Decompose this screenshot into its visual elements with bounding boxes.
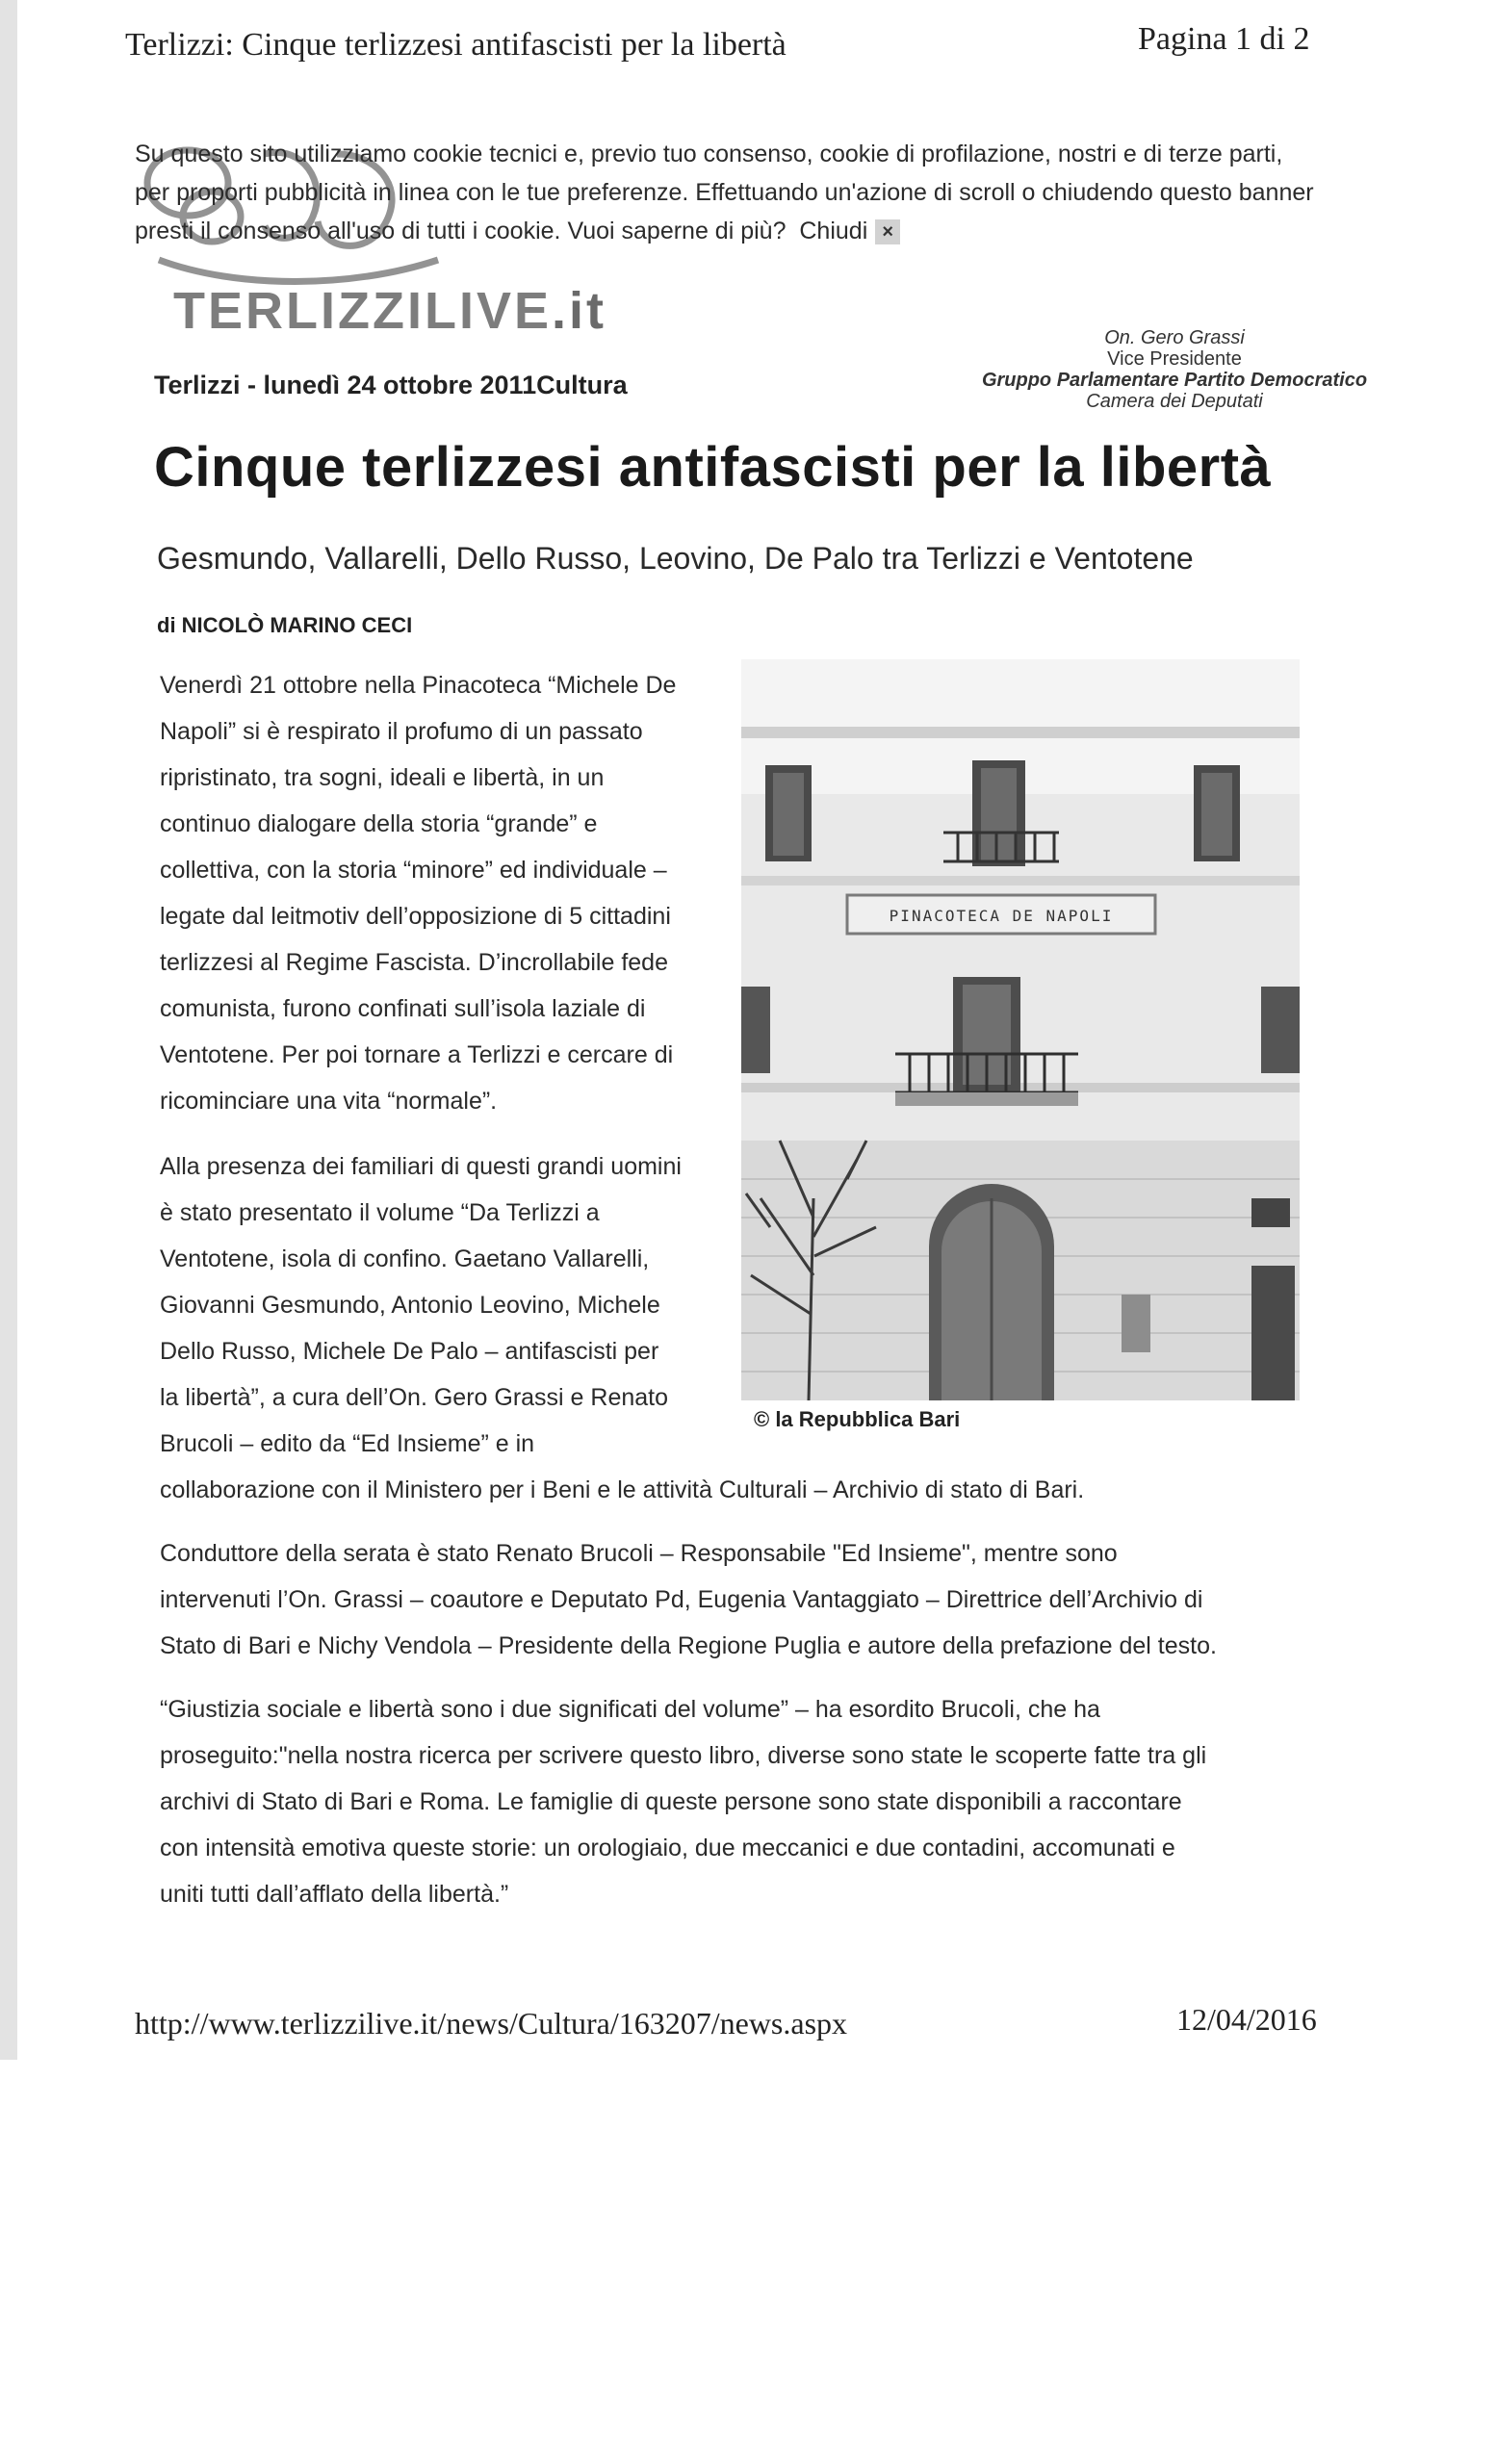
signature-chamber: Camera dei Deputati (1086, 391, 1263, 412)
text-line: terlizzesi al Regime Fascista. D’incrollabile fede (160, 949, 668, 976)
text-line: Giovanni Gesmundo, Antonio Leovino, Michele (160, 1292, 660, 1319)
pinacoteca-photo (741, 659, 1300, 1400)
close-icon[interactable]: × (875, 219, 900, 244)
text-line: la libertà”, a cura dell’On. Gero Grassi e Renato (160, 1384, 669, 1411)
logo-text-live: LIVE (424, 282, 552, 340)
signature-name: On. Gero Grassi (1104, 327, 1245, 348)
cookie-close-button[interactable]: Chiudi × (799, 218, 900, 244)
print-header-title: Terlizzi: Cinque terlizzesi antifascisti per la libertà (125, 27, 787, 63)
text-line: Stato di Bari e Nichy Vendola – Presidente della Regione Puglia e autore della prefazione del testo. (160, 1632, 1217, 1659)
article-subtitle: Gesmundo, Vallarelli, Dello Russo, Leovino, De Palo tra Terlizzi e Ventotene (157, 541, 1194, 576)
signature-stamp (967, 327, 1381, 412)
text-line: collettiva, con la storia “minore” ed individuale – (160, 857, 667, 884)
text-line: uniti tutti dall’afflato della libertà.” (160, 1881, 509, 1908)
text-line: Napoli” si è respirato il profumo di un passato (160, 718, 643, 745)
article-byline: di NICOLÒ MARINO CECI (157, 613, 413, 637)
signature-group: Gruppo Parlamentare Partito Democratico (981, 370, 1368, 391)
text-line: Venerdì 21 ottobre nella Pinacoteca “Michele De (160, 672, 677, 699)
text-line: intervenuti l’On. Grassi – coautore e Deputato Pd, Eugenia Vantaggiato – Direttrice dell’Archivio di (160, 1586, 1203, 1613)
print-footer-date: 12/04/2016 (1176, 2002, 1317, 2037)
text-line: “Giustizia sociale e libertà sono i due significati del volume” – ha esordito Brucoli, che ha (160, 1696, 1100, 1723)
text-line: Ventotene. Per poi tornare a Terlizzi e cercare di (160, 1041, 674, 1068)
text-line: continuo dialogare della storia “grande” e (160, 810, 598, 837)
text-line: Brucoli – edito da “Ed Insieme” e in (160, 1430, 535, 1457)
text-line: è stato presentato il volume “Da Terlizzi a (160, 1199, 600, 1226)
article-title: Cinque terlizzesi antifascisti per la libertà (154, 436, 1272, 499)
article-paragraph-4 (160, 1686, 1344, 1917)
cookie-more-link[interactable]: Vuoi saperne di più? (567, 218, 787, 244)
text-line: con intensità emotiva queste storie: un orologiaio, due meccanici e due contadini, accomunati e (160, 1835, 1175, 1861)
cookie-banner-text: Su questo sito utilizziamo cookie tecnici e, previo tuo consenso, cookie di profilazione, nostri e di terze parti, per proporti pubblicità in linea con le tue preferenze. Effettuando un'azione di scroll o chiudendo questo banner presti il consenso all'uso di tutti i cookie. (135, 141, 1314, 244)
photo-caption: © la Repubblica Bari (754, 1407, 961, 1431)
pinacoteca-sign: PINACOTECA DE NAPOLI (889, 907, 1114, 925)
text-line: Alla presenza dei familiari di questi grandi uomini (160, 1153, 682, 1180)
text-line: archivi di Stato di Bari e Roma. Le famiglie di queste persone sono state disponibili a raccontare (160, 1788, 1182, 1815)
text-line: Conduttore della serata è stato Renato Brucoli – Responsabile "Ed Insieme", mentre sono (160, 1540, 1118, 1567)
logo-suffix: .it (552, 282, 606, 340)
text-line: legate dal leitmotiv dell’opposizione di 5 cittadini (160, 903, 671, 930)
signature-role: Vice Presidente (1107, 348, 1242, 370)
text-line: ricominciare una vita “normale”. (160, 1088, 498, 1115)
cookie-banner (135, 135, 1319, 250)
text-line: Ventotene, isola di confino. Gaetano Vallarelli, (160, 1245, 650, 1272)
logo-text: TERLIZZI (173, 282, 425, 340)
print-footer-url: http://www.terlizzilive.it/news/Cultura/163207/news.aspx (135, 2006, 848, 2040)
article-paragraph-1 (160, 662, 737, 1124)
scan-edge (0, 0, 17, 2060)
text-line: collaborazione con il Ministero per i Beni e le attività Culturali – Archivio di stato di Bari. (160, 1476, 1085, 1503)
text-line: comunista, furono confinati sull’isola laziale di (160, 995, 646, 1022)
print-header-page: Pagina 1 di 2 (1138, 21, 1310, 57)
text-line: proseguito:"nella nostra ricerca per scrivere questo libro, diverse sono state le scoperte fatte tra gli (160, 1742, 1207, 1769)
dateline: Terlizzi - lunedì 24 ottobre 2011Cultura (154, 371, 628, 399)
text-line: ripristinato, tra sogni, ideali e libertà, in un (160, 764, 605, 791)
text-line: Dello Russo, Michele De Palo – antifascisti per (160, 1338, 659, 1365)
article-paragraph-3 (160, 1530, 1344, 1669)
site-logo[interactable] (173, 281, 606, 341)
